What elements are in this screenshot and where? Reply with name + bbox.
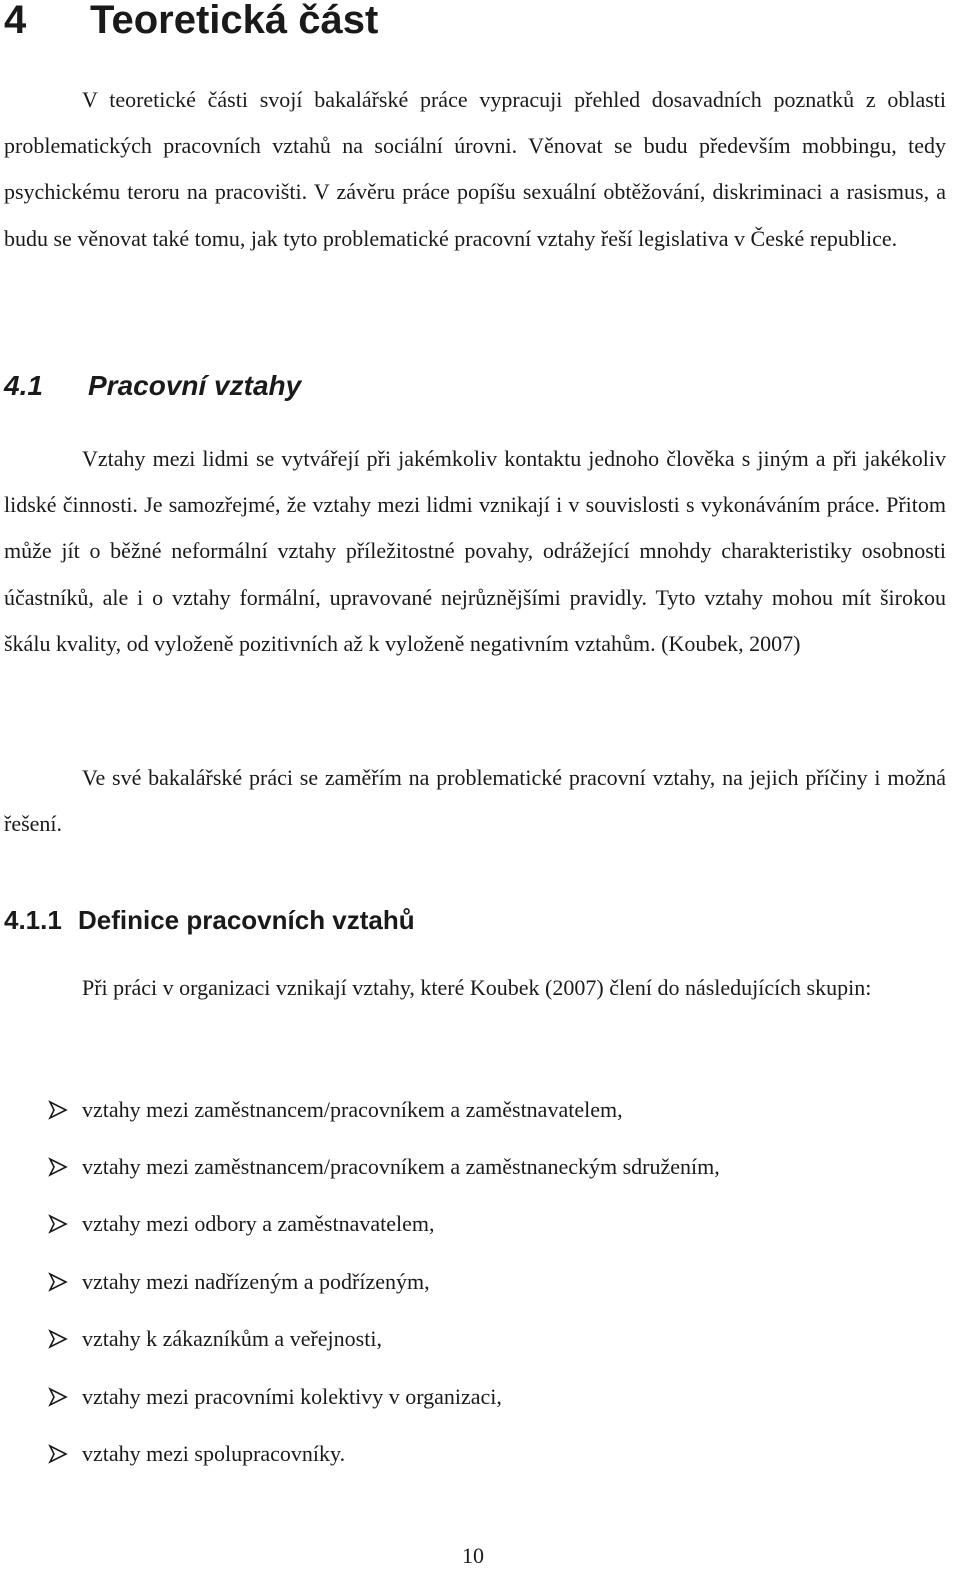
list-item <box>48 1311 720 1368</box>
list-item-text: vztahy mezi odbory a zaměstnavatelem, <box>82 1211 435 1237</box>
list-item <box>48 1196 720 1253</box>
section-heading <box>4 366 301 406</box>
section-paragraph: Ve své bakalářské práci se zaměřím na problematické pracovní vztahy, na jejich příčiny i možná řešení. <box>4 765 946 837</box>
list-item-text: vztahy mezi pracovními kolektivy v organizaci, <box>82 1383 502 1409</box>
list-item <box>48 1081 720 1138</box>
list-item <box>48 1368 720 1425</box>
chapter-number: 4 <box>4 0 27 42</box>
section-number: 4.1 <box>4 370 43 401</box>
list-item-text: vztahy mezi spolupracovníky. <box>82 1441 346 1467</box>
chapter-heading <box>4 0 378 48</box>
subsection-title: Definice pracovních vztahů <box>78 905 415 935</box>
arrowhead-bullet-icon <box>48 1214 82 1234</box>
subsection-paragraph: Při práci v organizaci vznikají vztahy, které Koubek (2007) člení do následujících skupin: <box>82 975 872 1000</box>
subsection-number: 4.1.1 <box>4 905 62 935</box>
list-item <box>48 1425 720 1482</box>
section-paragraph: Vztahy mezi lidmi se vytvářejí při jakémkoliv kontaktu jednoho člověka s jiným a při jakékoliv lidské činnosti. Je samozřejmé, že vztahy mezi lidmi vznikají i v souvislosti s vykonáváním práce. Přitom může jít o běžné neformální vztahy příležitostné povahy, odrážející mnohdy charakteristiky osobnosti účastníků, ale i o vztahy formální, upravované nejrůznějšími pravidly. Tyto vztahy mohou mít širokou škálu kvality, od vyloženě pozitivních až k vyloženě negativním vztahům. (Koubek, 2007) <box>4 446 946 656</box>
page-number: 10 <box>462 1543 484 1568</box>
arrowhead-bullet-icon <box>48 1157 82 1177</box>
list-item-text: vztahy k zákazníkům a veřejnosti, <box>82 1326 382 1352</box>
relationship-list <box>48 1081 720 1483</box>
subsection-heading <box>4 900 415 940</box>
chapter-title: Teoretická část <box>90 0 379 42</box>
arrowhead-bullet-icon <box>48 1100 82 1120</box>
arrowhead-bullet-icon <box>48 1272 82 1292</box>
list-item <box>48 1138 720 1195</box>
arrowhead-bullet-icon <box>48 1444 82 1464</box>
list-item-text: vztahy mezi nadřízeným a podřízeným, <box>82 1268 430 1294</box>
list-item <box>48 1253 720 1310</box>
intro-paragraph: V teoretické části svojí bakalářské práce vypracuji přehled dosavadních poznatků z oblasti problematických pracovních vztahů na sociální úrovni. Věnovat se budu především mobbingu, tedy psychickému teroru na pracovišti. V závěru práce popíšu sexuální obtěžování, diskriminaci a rasismus, a budu se věnovat také tomu, jak tyto problematické pracovní vztahy řeší legislativa v České republice. <box>4 87 946 251</box>
section-title: Pracovní vztahy <box>88 370 302 401</box>
list-item-text: vztahy mezi zaměstnancem/pracovníkem a zaměstnavatelem, <box>82 1096 623 1122</box>
list-item-text: vztahy mezi zaměstnancem/pracovníkem a zaměstnaneckým sdružením, <box>82 1154 720 1180</box>
arrowhead-bullet-icon <box>48 1387 82 1407</box>
arrowhead-bullet-icon <box>48 1329 82 1349</box>
